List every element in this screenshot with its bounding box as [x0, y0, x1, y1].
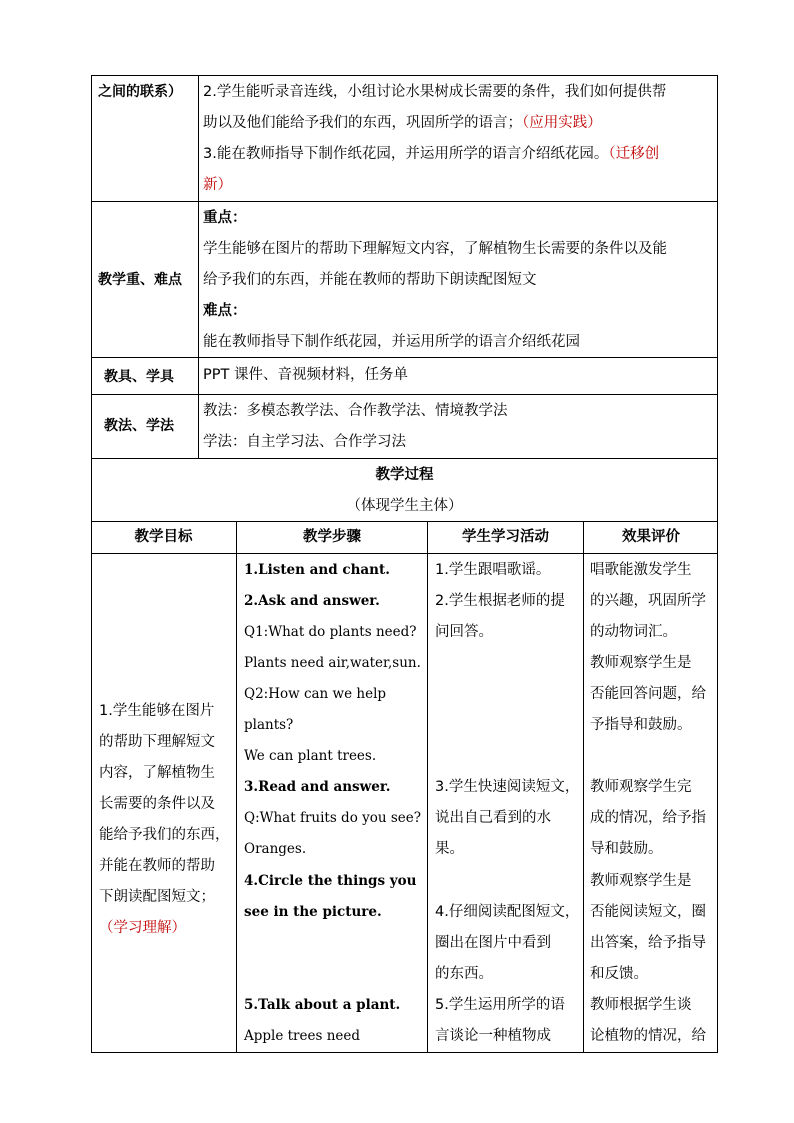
header-evaluation: 效果评价 [622, 529, 680, 545]
header-steps: 教学步骤 [303, 529, 361, 545]
step-line: Q2:How can we help [244, 686, 387, 702]
step-line: Plants need air,water,sun. [244, 655, 421, 671]
evaluation-line: 导和鼓励。 [590, 841, 663, 857]
step-line: 2.Ask and answer. [244, 593, 380, 609]
goal-line: 并能在教师的帮助 [99, 858, 215, 874]
step-line: We can plant trees. [244, 748, 377, 764]
row-label-keypoints: 教学重、难点 [98, 272, 182, 288]
evaluation-line: 教师观察学生是 [590, 873, 692, 889]
learn-method: 学法：自主学习法、合作学习法 [203, 434, 406, 450]
activity-line: 5.学生运用所学的语 [435, 997, 565, 1013]
step-line: 5.Talk about a plant. [244, 997, 401, 1013]
row-label-tools: 教具、学具 [104, 369, 174, 385]
relation-line-4: 新） [203, 177, 232, 193]
goal-line: 内容，了解植物生 [99, 765, 215, 781]
activity-line: 的东西。 [435, 966, 493, 982]
column-divider [198, 75, 199, 458]
focus-title: 重点： [203, 210, 247, 226]
evaluation-line: 唱歌能激发学生 [590, 562, 692, 578]
evaluation-line: 否能回答问题，给 [590, 686, 706, 702]
activity-line: 言谈论一种植物成 [435, 1028, 551, 1044]
relation-line-3: 3.能在教师指导下制作纸花园，并运用所学的语言介绍纸花园。（迁移创 [203, 146, 660, 162]
row-divider [91, 394, 718, 395]
evaluation-line: 予指导和鼓励。 [590, 717, 692, 733]
column-divider [583, 521, 584, 1053]
step-line: 4.Circle the things you [244, 873, 417, 889]
step-line: 3.Read and answer. [244, 779, 391, 795]
evaluation-line: 出答案，给予指导 [590, 935, 706, 951]
focus-line-1: 学生能够在图片的帮助下理解短文内容，了解植物生长需要的条件以及能 [203, 241, 667, 257]
tag-learn-understand: （学习理解） [99, 920, 186, 936]
evaluation-line: 教师观察学生是 [590, 655, 692, 671]
focus-line-2: 给予我们的东西，并能在教师的帮助下朗读配图短文 [203, 272, 537, 288]
goal-line: 长需要的条件以及 [99, 796, 215, 812]
process-title: 教学过程 [375, 467, 434, 483]
column-divider [236, 521, 237, 1053]
evaluation-line: 教师观察学生完 [590, 779, 692, 795]
step-line: plants? [244, 717, 294, 733]
tag-apply-practice: （应用实践） [522, 115, 602, 131]
evaluation-line: 的动物词汇。 [590, 624, 677, 640]
difficult-line: 能在教师指导下制作纸花园，并运用所学的语言介绍纸花园 [203, 334, 580, 350]
step-line: 1.Listen and chant. [244, 562, 390, 578]
evaluation-line: 成的情况，给予指 [590, 810, 706, 826]
difficult-title: 难点： [203, 303, 247, 319]
tools-value: PPT 课件、音视频材料，任务单 [203, 367, 408, 383]
column-divider [427, 521, 428, 1053]
header-activities: 学生学习活动 [462, 529, 549, 545]
activity-line: 说出自己看到的水 [435, 810, 551, 826]
teach-method: 教法：多模态教学法、合作教学法、情境教学法 [203, 403, 508, 419]
process-subtitle: （体现学生主体） [346, 498, 463, 514]
activity-line: 4.仔细阅读配图短文， [435, 904, 580, 920]
goal-line: 的帮助下理解短文 [99, 734, 215, 750]
evaluation-line: 的兴趣，巩固所学 [590, 593, 706, 609]
row-label-relation: 之间的联系） [98, 84, 182, 100]
relation-line-2: 助以及他们能给予我们的东西，巩固所学的语言；（应用实践） [203, 115, 602, 131]
activity-line: 3.学生快速阅读短文， [435, 779, 580, 795]
activity-line: 果。 [435, 841, 464, 857]
relation-line-1: 2.学生能听录音连线，小组讨论水果树成长需要的条件，我们如何提供帮 [203, 84, 667, 100]
tag-transfer-innovate: （迁移创 [608, 146, 660, 162]
step-line: Q1:What do plants need? [244, 624, 417, 640]
header-goal: 教学目标 [134, 529, 193, 545]
activity-line: 1.学生跟唱歌谣。 [435, 562, 551, 578]
step-line: Oranges. [244, 841, 307, 857]
step-line: Q:What fruits do you see? [244, 810, 422, 826]
row-label-methods: 教法、学法 [104, 418, 174, 434]
evaluation-line: 和反馈。 [590, 966, 648, 982]
goal-line: 能给予我们的东西， [99, 827, 230, 843]
row-divider [91, 201, 718, 202]
activity-line: 问回答。 [435, 624, 493, 640]
activity-line: 圈出在图片中看到 [435, 935, 551, 951]
step-line: see in the picture. [244, 904, 382, 920]
activity-line: 2.学生根据老师的提 [435, 593, 565, 609]
evaluation-line: 教师根据学生谈 [590, 997, 692, 1013]
goal-line: 1.学生能够在图片 [99, 703, 215, 719]
step-line: Apple trees need [244, 1028, 361, 1044]
goal-line: 下朗读配图短文； [99, 889, 215, 905]
evaluation-line: 否能阅读短文，圈 [590, 904, 706, 920]
evaluation-line: 论植物的情况，给 [590, 1028, 706, 1044]
